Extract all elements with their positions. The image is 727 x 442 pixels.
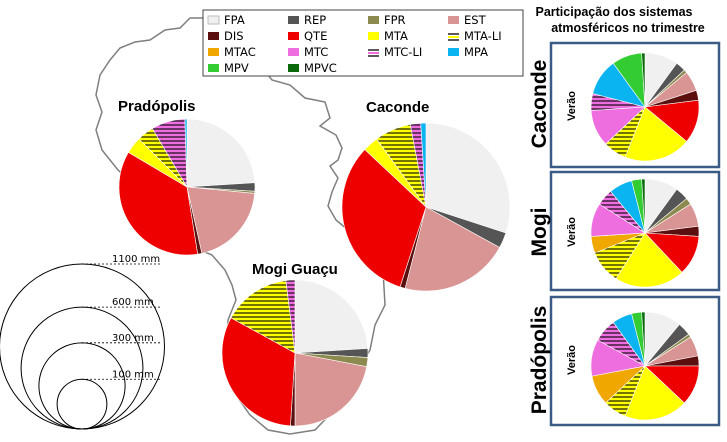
legend xyxy=(203,10,523,76)
pie-mogi-summer xyxy=(591,179,699,287)
pie-title-pradopolis: Pradópolis xyxy=(118,98,196,115)
scale-label-1100: 1100 mm xyxy=(112,254,161,265)
legend-swatch-mta xyxy=(368,32,379,40)
scale-circle-100 xyxy=(57,379,107,429)
legend-label-est: EST xyxy=(464,13,486,27)
scale-label-300: 300 mm xyxy=(112,332,154,344)
slice-fpa xyxy=(295,280,368,353)
legend-label-mtc-li: MTC-LI xyxy=(384,45,423,59)
legend-label-dis: DIS xyxy=(224,29,244,43)
season-label-pradopolis: Verão xyxy=(566,345,578,375)
pie-caconde xyxy=(342,123,510,291)
legend-swatch-mpvc xyxy=(288,64,299,72)
legend-swatch-qte xyxy=(288,32,299,40)
panel-title-pradopolis: Pradópolis xyxy=(528,305,551,415)
legend-swatch-dis xyxy=(208,32,219,40)
pie-mogi-guacu xyxy=(222,280,368,426)
legend-label-mpa: MPA xyxy=(464,45,488,59)
pie-pradopolis xyxy=(119,119,255,255)
scale-circle-600 xyxy=(21,307,143,429)
legend-swatch-fpa xyxy=(208,16,219,24)
pie-pradopolis-summer xyxy=(591,312,699,420)
size-scale xyxy=(0,254,165,429)
legend-label-mtac: MTAC xyxy=(224,45,256,59)
pie-title-caconde: Caconde xyxy=(366,99,430,116)
legend-swatch-rep xyxy=(288,16,299,24)
legend-label-mpv: MPV xyxy=(224,61,249,75)
legend-label-mtc: MTC xyxy=(304,45,329,59)
panel-title-caconde: Caconde xyxy=(528,59,551,149)
scale-label-600: 600 mm xyxy=(112,297,154,309)
legend-swatch-mpv xyxy=(208,64,219,72)
pie-caconde-summer xyxy=(591,53,699,161)
panel-title-mogi: Mogi xyxy=(528,207,551,257)
legend-swatch-est xyxy=(448,16,459,24)
scale-label-100: 100 mm xyxy=(112,369,154,381)
header-line-2: atmosféricos no trimestre xyxy=(551,21,705,35)
legend-label-mpvc: MPVC xyxy=(304,61,337,75)
legend-swatch-mpa xyxy=(448,48,459,56)
legend-label-mta: MTA xyxy=(384,29,408,43)
legend-label-fpa: FPA xyxy=(224,13,245,27)
legend-swatch-mtc xyxy=(288,48,299,56)
legend-swatch-fpr xyxy=(368,16,379,24)
scale-circle-300 xyxy=(39,343,125,429)
header-line-1: Participação dos sistemas xyxy=(535,5,693,19)
pie-title-mogi-guacu: Mogi Guaçu xyxy=(252,261,338,278)
slice-fpa xyxy=(187,119,255,187)
legend-label-mta-li: MTA-LI xyxy=(464,29,502,43)
season-label-mogi: Verão xyxy=(566,217,578,247)
legend-swatch-mtac xyxy=(208,48,219,56)
season-label-caconde: Verão xyxy=(566,91,578,121)
legend-label-fpr: FPR xyxy=(384,13,406,27)
legend-label-rep: REP xyxy=(304,13,327,27)
legend-label-qte: QTE xyxy=(304,29,328,43)
